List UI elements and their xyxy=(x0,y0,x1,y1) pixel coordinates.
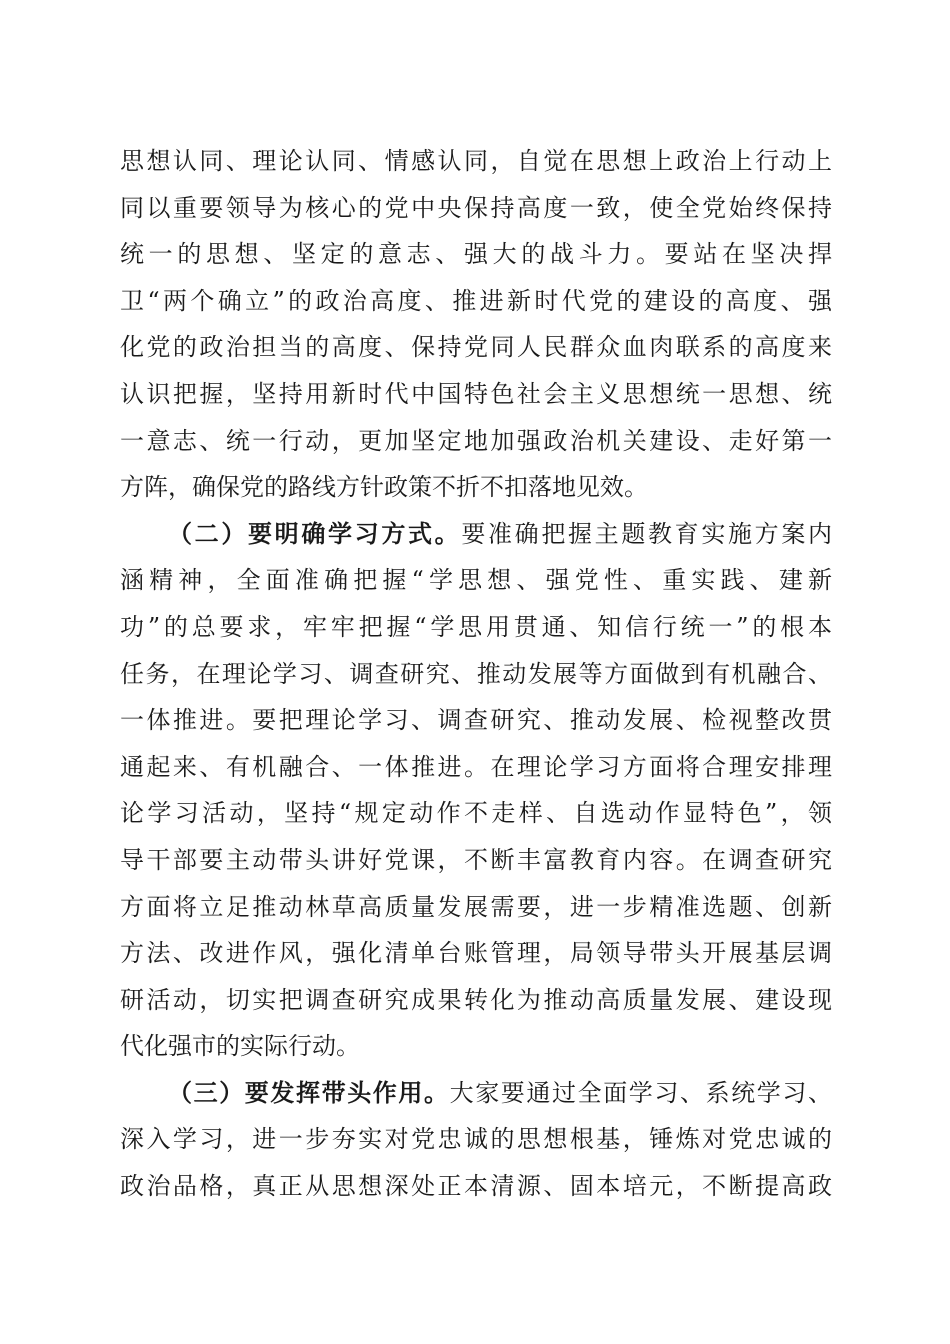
paragraph-line: 化党的政治担当的高度、保持党同人民群众血肉联系的高度来 xyxy=(120,333,832,362)
paragraph-line: 深入学习，进一步夯实对党忠诚的思想根基，锤炼对党忠诚的 xyxy=(120,1125,832,1154)
paragraph-line: 卫“两个确立”的政治高度、推进新时代党的建设的高度、强 xyxy=(120,286,832,315)
document-body xyxy=(120,138,832,1210)
section-3-first-line xyxy=(120,1070,832,1117)
paragraph-line: 涵精神，全面准确把握“学思想、强党性、重实践、建新 xyxy=(120,566,832,595)
paragraph-line: 认识把握，坚持用新时代中国特色社会主义思想统一思想、统 xyxy=(120,379,832,408)
paragraph-line: 政治品格，真正从思想深处正本清源、固本培元，不断提高政 xyxy=(120,1172,832,1201)
paragraph-line: 同以重要领导为核心的党中央保持高度一致，使全党始终保持 xyxy=(120,193,832,222)
section-3-first-line-text: 大家要通过全面学习、系统学习、 xyxy=(449,1078,832,1107)
section-2-first-line-text: 要准确把握主题教育实施方案内 xyxy=(461,519,832,548)
paragraph-line: 功”的总要求，牢牢把握“学思用贯通、知信行统一”的根本 xyxy=(120,612,832,641)
paragraph-line: 论学习活动，坚持“规定动作不走样、自选动作显特色”，领 xyxy=(120,799,832,828)
section-2-first-line xyxy=(120,511,832,558)
paragraph-line: 代化强市的实际行动。 xyxy=(120,1032,360,1061)
paragraph-1 xyxy=(120,138,832,511)
paragraph-line: 一体推进。要把理论学习、调查研究、推动发展、检视整改贯 xyxy=(120,706,832,735)
section-3 xyxy=(120,1070,832,1210)
section-3-heading: （三）要发挥带头作用。 xyxy=(168,1077,450,1107)
paragraph-line: 导干部要主动带头讲好党课，不断丰富教育内容。在调查研究 xyxy=(120,845,832,874)
section-2 xyxy=(120,511,832,1070)
paragraph-line: 方面将立足推动林草高质量发展需要，进一步精准选题、创新 xyxy=(120,892,832,921)
paragraph-line: 统一的思想、坚定的意志、强大的战斗力。要站在坚决捍 xyxy=(120,240,832,269)
paragraph-line: 方阵，确保党的路线方针政策不折不扣落地见效。 xyxy=(120,473,648,502)
paragraph-line: 方法、改进作风，强化清单台账管理，局领导带头开展基层调 xyxy=(120,939,832,968)
paragraph-line: 任务，在理论学习、调查研究、推动发展等方面做到有机融合、 xyxy=(120,659,832,688)
section-2-heading: （二）要明确学习方式。 xyxy=(168,518,462,548)
paragraph-line: 思想认同、理论认同、情感认同，自觉在思想上政治上行动上 xyxy=(120,147,832,175)
paragraph-line: 通起来、有机融合、一体推进。在理论学习方面将合理安排理 xyxy=(120,752,832,781)
paragraph-line: 一意志、统一行动，更加坚定地加强政治机关建设、走好第一 xyxy=(120,426,832,455)
paragraph-line: 研活动，切实把调查研究成果转化为推动高质量发展、建设现 xyxy=(120,985,832,1014)
